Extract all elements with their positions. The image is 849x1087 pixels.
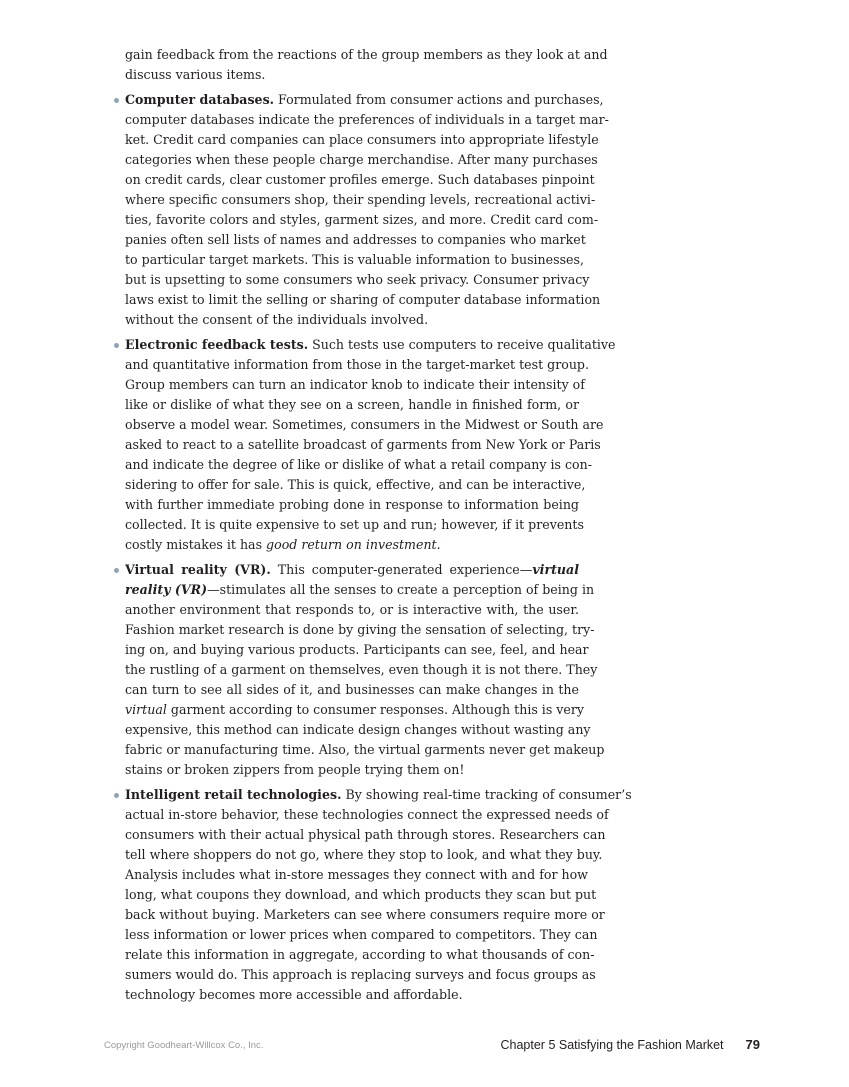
text-line [125, 600, 579, 620]
text-span: ing on, and buying various products. Participants can see, feel, and hear [125, 642, 589, 657]
bullet-icon [114, 793, 119, 798]
text-span: but is upsetting to some consumers who seek privacy. Consumer privacy [125, 272, 590, 287]
text-span: virtual [532, 562, 579, 577]
bullet-icon [114, 343, 119, 348]
text-line [125, 270, 590, 290]
text-span: categories when these people charge merchandise. After many purchases [125, 152, 598, 167]
text-line [125, 435, 601, 455]
text-line [125, 455, 593, 475]
text-span: virtual [125, 702, 167, 717]
text-span: back without buying. Marketers can see where consumers require more or [125, 907, 605, 922]
text-line [125, 660, 598, 680]
text-line [125, 700, 585, 720]
text-span: expensive, this method can indicate design changes without wasting any [125, 722, 591, 737]
text-span: where specific consumers shop, their spending levels, recreational activi- [125, 192, 596, 207]
text-span: laws exist to limit the selling or sharing of computer database information [125, 292, 601, 307]
text-span: computer databases indicate the preferences of individuals in a target mar- [125, 112, 609, 127]
text-line [125, 150, 598, 170]
bullet-item [125, 90, 609, 330]
text-span: Analysis includes what in-store messages they connect with and for how [125, 867, 588, 882]
bullet-item [125, 335, 616, 555]
text-span: asked to react to a satellite broadcast of garments from New York or Paris [125, 437, 601, 452]
text-line [125, 190, 596, 210]
text-span: on credit cards, clear customer profiles emerge. Such databases pinpoint [125, 172, 595, 187]
text-line [125, 785, 632, 805]
text-span: long, what coupons they download, and which products they scan but put [125, 887, 597, 902]
text-span: good return on investment. [266, 537, 441, 552]
text-line [125, 925, 598, 945]
text-span: to particular target markets. This is valuable information to businesses, [125, 252, 584, 267]
text-line [125, 65, 579, 85]
text-line [125, 680, 579, 700]
text-line [125, 985, 579, 1005]
item-heading: Electronic feedback tests. [125, 337, 309, 352]
item-heading: Intelligent retail technologies. [125, 787, 342, 802]
text-span: and quantitative information from those in the target-market test group. [125, 357, 590, 372]
text-span: like or dislike of what they see on a screen, handle in finished form, or [125, 397, 579, 412]
text-span: can turn to see all sides of it, and businesses can make changes in the [125, 682, 579, 697]
text-span: the rustling of a garment on themselves, even though it is not there. They [125, 662, 598, 677]
text-line [125, 945, 595, 965]
text-line [125, 335, 616, 355]
text-line [125, 865, 588, 885]
text-line [125, 720, 591, 740]
text-span: technology becomes more accessible and affordable. [125, 987, 463, 1002]
text-line [125, 580, 595, 600]
text-span: garment according to consumer responses. Although this is very [166, 702, 585, 717]
text-line [125, 475, 586, 495]
text-span: ket. Credit card companies can place consumers into appropriate lifestyle [125, 132, 599, 147]
item-heading: Computer databases. [125, 92, 275, 107]
text-line [125, 740, 605, 760]
text-span: tell where shoppers do not go, where they stop to look, and what they buy. [125, 847, 603, 862]
text-span: reality (VR) [125, 582, 208, 597]
text-span: relate this information in aggregate, according to what thousands of con- [125, 947, 595, 962]
text-span: sidering to offer for sale. This is quick, effective, and can be interactive, [125, 477, 586, 492]
text-span: ties, favorite colors and styles, garment sizes, and more. Credit card com- [125, 212, 599, 227]
text-line [125, 805, 609, 825]
text-line [125, 415, 604, 435]
text-line [125, 560, 579, 580]
text-line [125, 515, 584, 535]
item-heading: Virtual reality (VR). [125, 562, 271, 577]
chapter-title: Chapter 5 Satisfying the Fashion Market [500, 1038, 724, 1052]
text-line [125, 250, 584, 270]
bullet-item [125, 785, 632, 1005]
bullet-icon [114, 568, 119, 573]
text-span: another environment that responds to, or is interactive with, the user. [125, 602, 579, 617]
bullet-icon [114, 98, 119, 103]
text-span: Such tests use computers to receive qualitative [308, 337, 616, 352]
text-span: stains or broken zippers from people trying them on! [125, 762, 465, 777]
bullet-item [125, 560, 605, 780]
text-line [125, 90, 604, 110]
text-span: without the consent of the individuals involved. [125, 312, 429, 327]
text-line [125, 230, 586, 250]
text-line [125, 290, 601, 310]
text-span: collected. It is quite expensive to set up and run; however, if it prevents [125, 517, 584, 532]
text-line [125, 375, 585, 395]
running-footer [501, 1037, 761, 1052]
text-span: less information or lower prices when compared to competitors. They can [125, 927, 598, 942]
text-line [125, 905, 605, 925]
text-line [125, 395, 579, 415]
text-line [125, 45, 608, 65]
text-line [125, 965, 596, 985]
text-span: gain feedback from the reactions of the group members as they look at and [125, 47, 608, 62]
text-line [125, 845, 603, 865]
text-span: sumers would do. This approach is replacing surveys and focus groups as [125, 967, 596, 982]
text-line [125, 355, 590, 375]
text-span: fabric or manufacturing time. Also, the virtual garments never get makeup [125, 742, 605, 757]
text-span: consumers with their actual physical path through stores. Researchers can [125, 827, 606, 842]
text-span: Group members can turn an indicator knob to indicate their intensity of [125, 377, 585, 392]
text-span: Fashion market research is done by giving the sensation of selecting, try- [125, 622, 595, 637]
page-number: 79 [745, 1037, 760, 1052]
text-line [125, 110, 609, 130]
text-span: actual in-store behavior, these technologies connect the expressed needs of [125, 807, 609, 822]
body-text [125, 45, 632, 1010]
text-span: panies often sell lists of names and addresses to companies who market [125, 232, 586, 247]
text-span: —stimulates all the senses to create a perception of being in [207, 582, 595, 597]
text-span: discuss various items. [125, 67, 266, 82]
text-line [125, 620, 595, 640]
paragraph [125, 45, 608, 85]
text-span: costly mistakes it has [125, 537, 267, 552]
text-line [125, 495, 579, 515]
text-line [125, 170, 595, 190]
text-line [125, 535, 579, 555]
text-span: with further immediate probing done in response to information being [125, 497, 579, 512]
text-span: and indicate the degree of like or dislike of what a retail company is con- [125, 457, 593, 472]
text-line [125, 640, 589, 660]
text-line [125, 825, 606, 845]
text-span: Formulated from consumer actions and purchases, [274, 92, 604, 107]
text-span: By showing real-time tracking of consumer’s [341, 787, 632, 802]
text-line [125, 130, 599, 150]
text-line [125, 885, 597, 905]
text-line [125, 210, 599, 230]
copyright-notice: Copyright Goodheart-Willcox Co., Inc. [104, 1040, 264, 1051]
text-span: observe a model wear. Sometimes, consumers in the Midwest or South are [125, 417, 604, 432]
text-line [125, 310, 579, 330]
text-line [125, 760, 579, 780]
text-span: This computer-generated experience— [270, 562, 533, 577]
